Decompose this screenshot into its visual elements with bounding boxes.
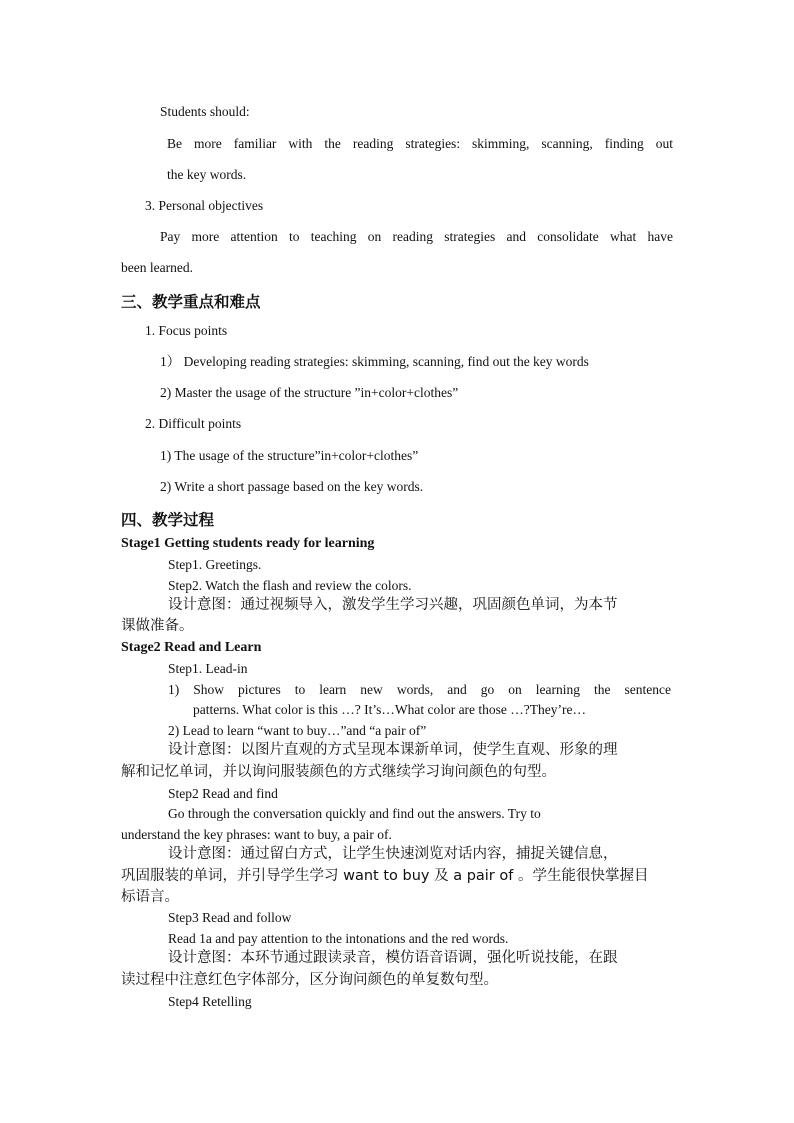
stage2-intent1-line-1: 设计意图：以图片直观的方式呈现本课新单词，使学生直观、形象的理 [168, 742, 618, 758]
stage2-step4: Step4 Retelling [168, 994, 252, 1009]
stage2-step3: Step3 Read and follow [168, 910, 292, 925]
personal-line-1: Pay more attention to teaching on reading strategies and consolidate what have [160, 229, 673, 244]
section-title-teaching-process: 四、教学过程 [121, 511, 215, 529]
stage2-intent2-line-1: 设计意图：通过留白方式，让学生快速浏览对话内容，捕捉关键信息， [168, 846, 618, 862]
students-should-line: Students should: [160, 104, 250, 119]
stage2-step1: Step1. Lead-in [168, 661, 248, 676]
stage2-intent2-line-3: 标语言。 [121, 889, 179, 905]
stage1-title: Stage1 Getting students ready for learning [121, 536, 375, 551]
stage1-step2: Step2. Watch the flash and review the colors. [168, 578, 412, 593]
stage2-step2: Step2 Read and find [168, 786, 278, 801]
stage2-intent1-line-2: 解和记忆单词，并以询问服装颜色的方式继续学习询问颜色的句型。 [121, 764, 556, 780]
stage2-title: Stage2 Read and Learn [121, 640, 262, 655]
stage2-item1-line-1: 1) Show pictures to learn new words, and go on learning the sentence [168, 682, 671, 697]
personal-objectives-heading: 3. Personal objectives [145, 198, 264, 213]
section-title-focus-difficulty: 三、教学重点和难点 [121, 293, 261, 311]
stage1-intent-line-1: 设计意图：通过视频导入，激发学生学习兴趣，巩固颜色单词，为本节 [168, 597, 618, 613]
stage2-intent2-line-2: 巩固服装的单词，并引导学生学习 want to buy 及 a pair of 。学生能很快掌握目 [121, 868, 649, 884]
focus-points-heading: 1. Focus points [145, 323, 228, 338]
familiar-line-2: the key words. [167, 167, 247, 182]
focus-point-1: 1） Developing reading strategies: skimming, scanning, find out the key words [160, 354, 589, 369]
difficult-point-1: 1) The usage of the structure”in+color+clothes” [160, 448, 419, 463]
familiar-line-1: Be more familiar with the reading strategies: skimming, scanning, finding out [167, 136, 673, 151]
stage2-follow: Read 1a and pay attention to the intonations and the red words. [168, 931, 509, 946]
stage2-intent3-line-2: 读过程中注意红色字体部分，区分询问颜色的单复数句型。 [121, 972, 498, 988]
stage2-item1-line-2: patterns. What color is this …? It’s…What color are those …?They’re… [193, 702, 587, 717]
stage1-intent-line-2: 课做准备。 [121, 618, 194, 634]
difficult-point-2: 2) Write a short passage based on the key words. [160, 479, 424, 494]
difficult-points-heading: 2. Difficult points [145, 416, 242, 431]
stage1-step1: Step1. Greetings. [168, 557, 262, 572]
personal-line-2: been learned. [121, 260, 193, 275]
focus-point-2: 2) Master the usage of the structure ”in+color+clothes” [160, 385, 459, 400]
stage2-intent3-line-1: 设计意图：本环节通过跟读录音，模仿语音语调，强化听说技能，在跟 [168, 950, 618, 966]
stage2-find-line-2: understand the key phrases: want to buy, a pair of. [121, 827, 392, 842]
stage2-find-line-1: Go through the conversation quickly and find out the answers. Try to [168, 806, 541, 821]
stage2-item2: 2) Lead to learn “want to buy…”and “a pair of” [168, 723, 427, 738]
